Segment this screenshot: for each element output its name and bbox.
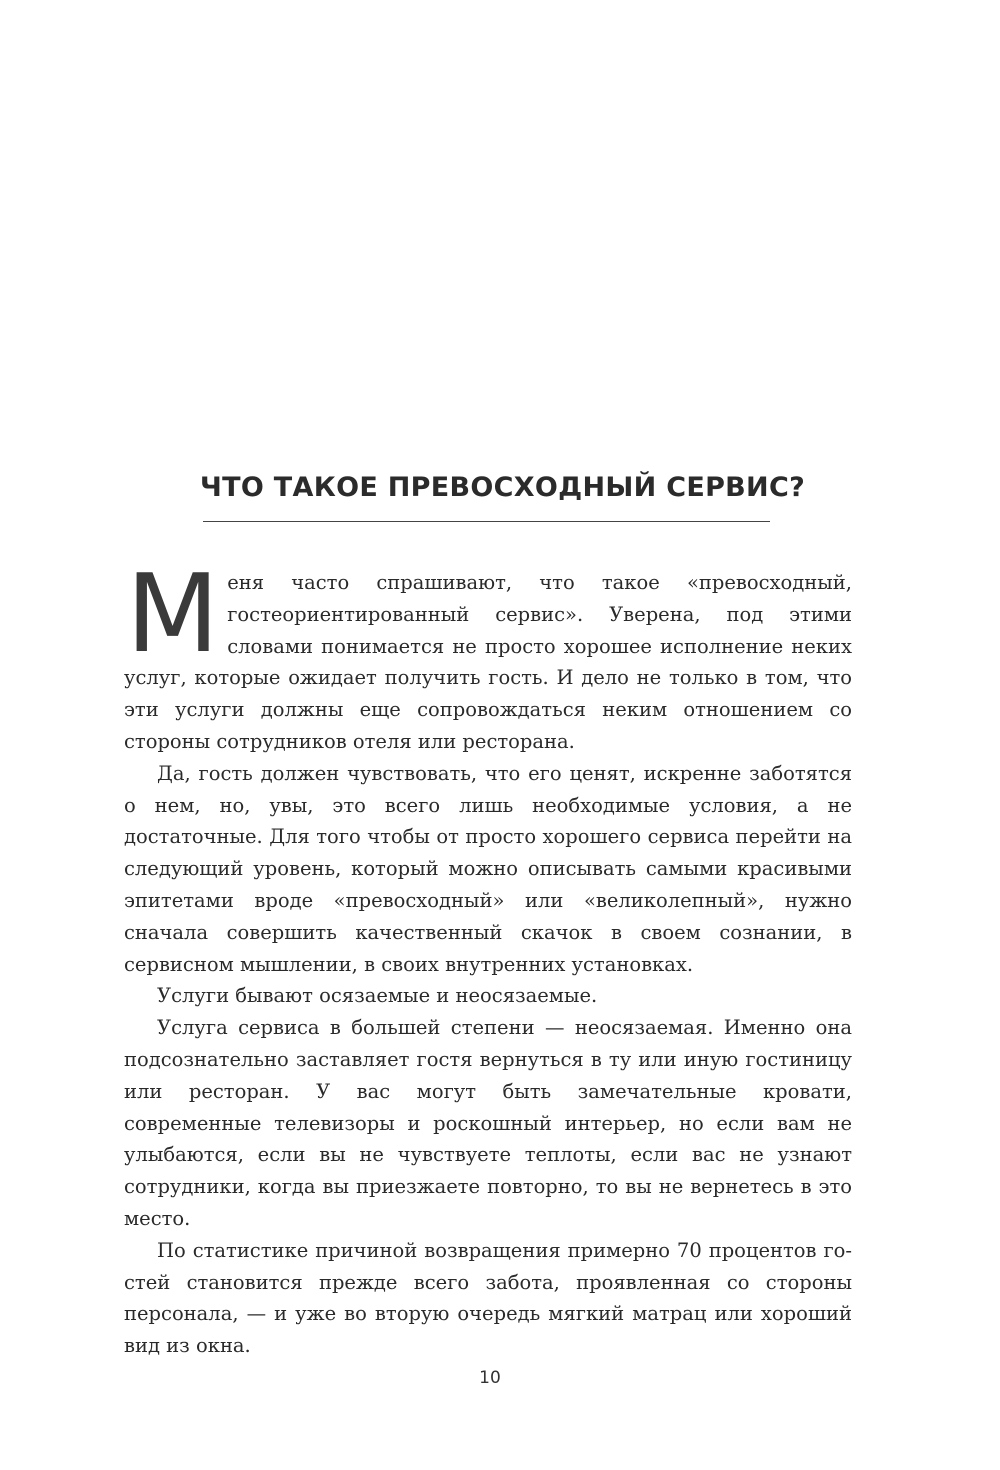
paragraph-4: Услуга сервиса в большей степени — неосязаемая. Именно она подсознательно заставляет гостя вернуться в ту или иную гостиницу или ресторан. У вас могут быть замечательные кровати, современные телевизоры и роскошный интерьер, но если вам не улыбаются, если вы не чувствуете теплоты, если вас не узнают сотрудники, когда вы приезжаете повторно, то вы не вернетесь в это место.: [124, 1016, 852, 1230]
page-number: 10: [479, 1368, 501, 1388]
drop-cap: М: [126, 552, 220, 677]
title-underline: [203, 521, 770, 522]
paragraph-1: [124, 552, 852, 758]
paragraph-1-text: еня часто спрашивают, что такое «превосходный, гостеориентированный сервис». Уверена, под этими словами понимается не просто хорошее исполнение неких услуг, которые ожидает получить гость. И дело не только в том, что эти услуги должны еще сопровождаться неким отношением со стороны сотрудников отеля или ресторана.: [124, 571, 852, 753]
chapter-title: ЧТО ТАКОЕ ПРЕВОСХОДНЫЙ СЕРВИС?: [200, 472, 806, 503]
paragraph-2: Да, гость должен чувствовать, что его ценят, искренне заботятся о нем, но, увы, это всего лишь необходимые условия, а не достаточные. Для того чтобы от просто хорошего сервиса перейти на следующий уровень, который можно описывать самыми красивыми эпитетами вроде «превосходный» или «великолепный», нужно сначала совершить качественный скачок в своем сознании, в сервисном мышлении, в своих внутренних установках.: [124, 761, 852, 976]
paragraph-3: Услуги бывают осязаемые и неосязаемые.: [157, 984, 598, 1008]
chapter-body: [124, 552, 852, 1362]
paragraph-5: По статистике причиной возвращения примерно 70 процентов гостей становится прежде всего забота, проявленная со стороны персонала, — и уже во вторую очередь мягкий матрац или хороший вид из окна.: [124, 1238, 852, 1358]
